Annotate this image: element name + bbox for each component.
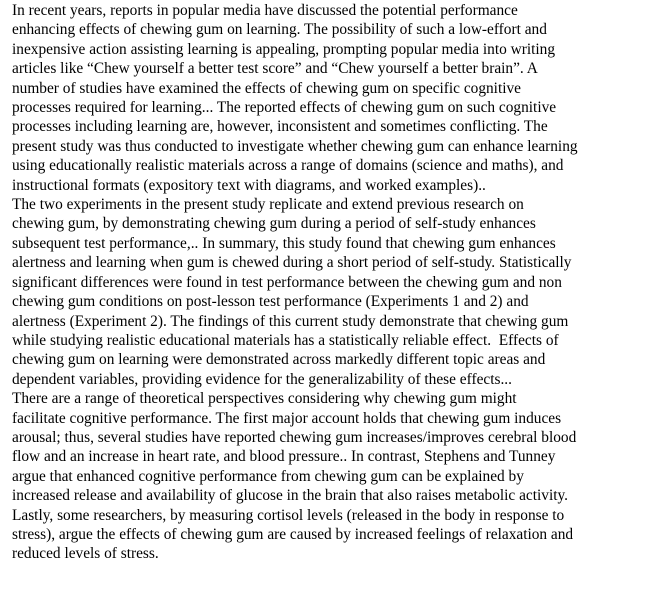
text-line: reduced levels of stress. xyxy=(12,545,159,563)
paragraph-2 xyxy=(2,195,658,389)
text-line: stress), argue the effects of chewing gum are caused by increased feelings of relaxation and xyxy=(12,525,574,543)
text-line: argue that enhanced cognitive performance from chewing gum can be explained by xyxy=(12,467,524,485)
paragraph-1 xyxy=(2,1,658,195)
text-line: inexpensive action assisting learning is appealing, prompting popular media into writing xyxy=(12,40,556,58)
text-line: The two experiments in the present study replicate and extend previous research on xyxy=(12,196,524,214)
text-line: In recent years, reports in popular media have discussed the potential performance xyxy=(12,2,518,19)
text-line: alertness and learning when gum is chewed during a short period of self-study. Statistically xyxy=(12,254,572,272)
paragraph-3 xyxy=(2,389,658,564)
text-line: There are a range of theoretical perspectives considering why chewing gum might xyxy=(12,390,517,408)
text-line: while studying realistic educational materials has a statistically reliable effect. Effects of xyxy=(12,331,559,349)
text-line: using educationally realistic materials across a range of domains (science and maths), and xyxy=(12,157,564,175)
text-line: chewing gum conditions on post-lesson test performance (Experiments 1 and 2) and xyxy=(12,293,529,311)
text-line: enhancing effects of chewing gum on learning. The possibility of such a low-effort and xyxy=(12,21,547,39)
text-line: increased release and availability of glucose in the brain that also raises metabolic activity. xyxy=(12,487,568,505)
text-line: facilitate cognitive performance. The first major account holds that chewing gum induces xyxy=(12,409,562,427)
text-line: articles like “Chew yourself a better test score” and “Chew yourself a better brain”. A xyxy=(12,60,538,78)
text-line: instructional formats (expository text with diagrams, and worked examples).. xyxy=(12,176,486,194)
text-line: Lastly, some researchers, by measuring cortisol levels (released in the body in response to xyxy=(12,506,565,524)
text-line: processes including learning are, however, inconsistent and sometimes conflicting. The xyxy=(12,118,548,136)
text-line: number of studies have examined the effects of chewing gum on specific cognitive xyxy=(12,79,521,97)
text-line: alertness (Experiment 2). The findings of this current study demonstrate that chewing gum xyxy=(12,312,569,330)
text-line: present study was thus conducted to investigate whether chewing gum can enhance learning xyxy=(12,137,578,155)
text-line: processes required for learning... The reported effects of chewing gum on such cognitive xyxy=(12,99,557,117)
text-line: chewing gum on learning were demonstrated across markedly different topic areas and xyxy=(12,351,546,369)
text-line: significant differences were found in test performance between the chewing gum and non xyxy=(12,273,562,291)
text-line: flow and an increase in heart rate, and blood pressure.. In contrast, Stephens and Tunney xyxy=(12,448,556,466)
text-line: dependent variables, providing evidence for the generalizability of these effects... xyxy=(12,370,512,388)
text-line: subsequent test performance,.. In summary, this study found that chewing gum enhances xyxy=(12,234,556,252)
text-line: chewing gum, by demonstrating chewing gum during a period of self-study enhances xyxy=(12,215,536,233)
document-body xyxy=(2,1,658,564)
text-line: arousal; thus, several studies have reported chewing gum increases/improves cerebral blood xyxy=(12,428,577,446)
